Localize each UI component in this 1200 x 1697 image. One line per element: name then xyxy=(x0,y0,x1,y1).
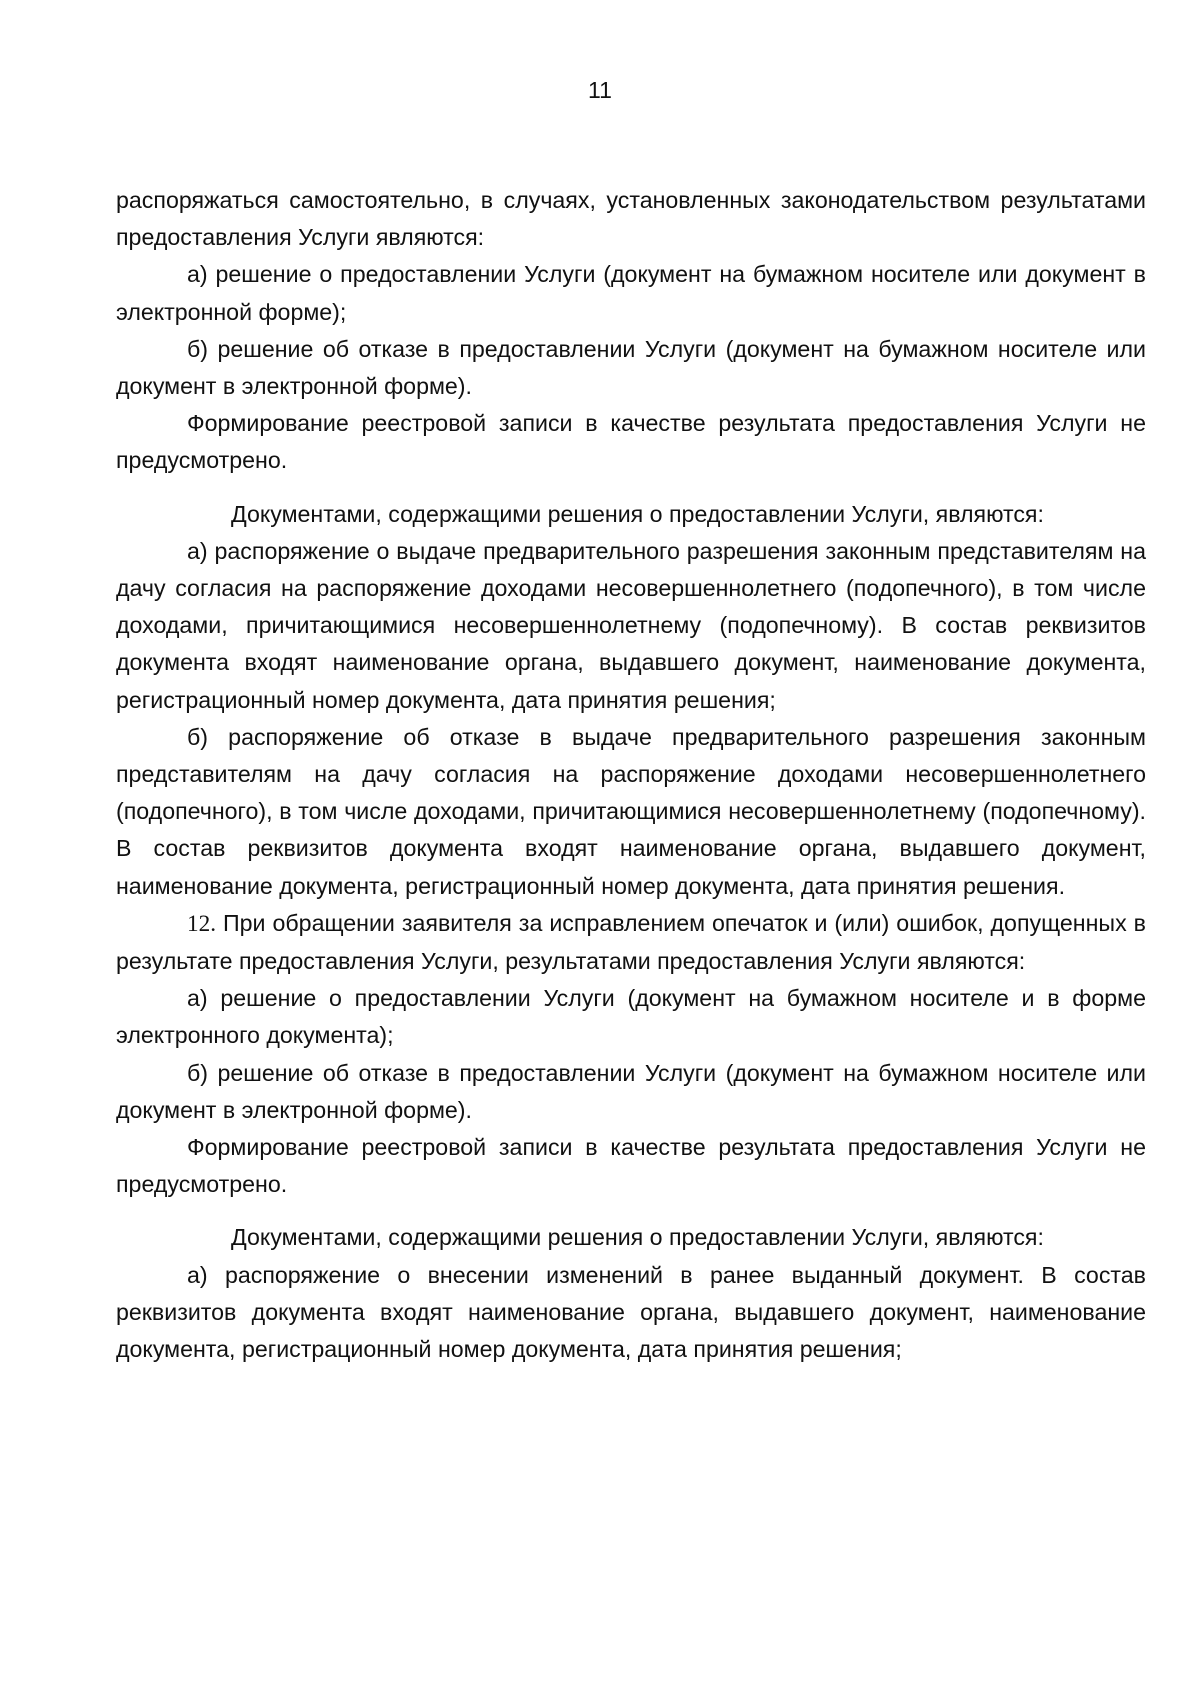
paragraph-registry-note-2: Формирование реестровой записи в качестве результата предоставления Услуги не предусмотрено. xyxy=(116,1134,1146,1198)
paragraph-result-a: а) решение о предоставлении Услуги (документ на бумажном носителе или документ в электронной форме); xyxy=(116,261,1146,325)
paragraph-correction-result-b: б) решение об отказе в предоставлении Услуги (документ на бумажном носителе или документ в электронной форме). xyxy=(116,1059,1146,1123)
paragraph-correction-result-a: а) решение о предоставлении Услуги (документ на бумажном носителе и в форме электронного документа); xyxy=(116,985,1146,1049)
item-number: 12. xyxy=(187,910,216,937)
paragraph-order-b: б) распоряжение об отказе в выдаче предварительного разрешения законным представителям на дачу согласия на распоряжение доходами несовершеннолетнего (подопечного), в том числе доходами, причитающимися несовершеннолетнему (подопечному). В состав реквизитов документа входят наименование органа, выдавшего документ, наименование документа, регистрационный номер документа, дата принятия решения. xyxy=(116,723,1146,899)
document-body xyxy=(116,182,1146,1368)
paragraph-result-b: б) решение об отказе в предоставлении Услуги (документ на бумажном носителе или документ в электронной форме). xyxy=(116,335,1146,400)
section-heading-documents: Документами, содержащими решения о предоставлении Услуги, являются: xyxy=(231,500,1044,527)
paragraph-order-a: а) распоряжение о выдаче предварительного разрешения законным представителям на дачу согласия на распоряжение доходами несовершеннолетнего (подопечного), в том числе доходами, причитающимися несовершеннолетнему (подопечному). В состав реквизитов документа входят наименование органа, выдавшего документ, наименование документа, регистрационный номер документа, дата принятия решения; xyxy=(116,537,1146,713)
paragraph-amendment-order-a: а) распоряжение о внесении изменений в ранее выданный документ. В состав реквизитов документа входят наименование органа, выдавшего документ, наименование документа, регистрационный номер документа, дата принятия решения; xyxy=(116,1261,1146,1363)
paragraph-registry-note: Формирование реестровой записи в качестве результата предоставления Услуги не предусмотрено. xyxy=(116,410,1146,474)
page-number: 11 xyxy=(588,77,612,103)
paragraph-item-12 xyxy=(116,905,1146,980)
item-12-text: При обращении заявителя за исправлением опечаток и (или) ошибок, допущенных в результате предоставления Услуги, результатами предоставления Услуги являются: xyxy=(116,909,1146,975)
section-heading-documents-2: Документами, содержащими решения о предоставлении Услуги, являются: xyxy=(231,1224,1044,1251)
paragraph-continuation: распоряжаться самостоятельно, в случаях, установленных законодательством результатами предоставления Услуги являются: xyxy=(116,187,1146,251)
